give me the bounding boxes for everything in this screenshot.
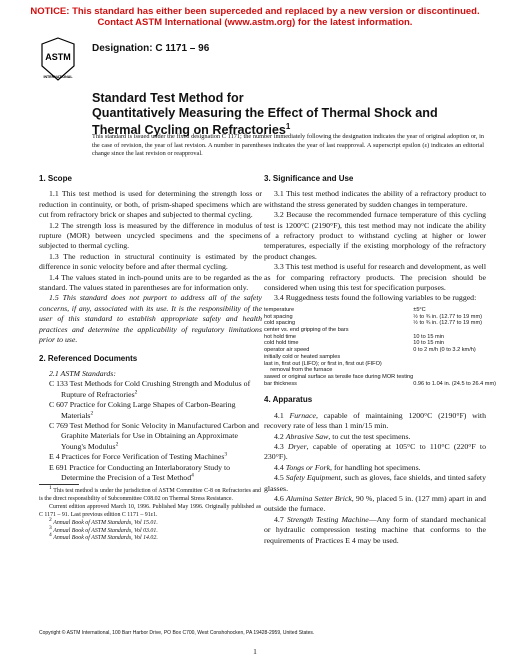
variable-value: [413, 374, 496, 381]
apparatus-item-number: 4.7: [274, 514, 284, 524]
page-number: 1: [253, 647, 257, 656]
notice-line-1: NOTICE: This standard has either been superceded and replaced by a new version or discontinued.: [30, 6, 480, 17]
footnote: [39, 516, 261, 528]
apparatus-item: [264, 442, 486, 463]
variable-name: operator air speed: [264, 347, 310, 354]
footnote-marker: 3: [49, 524, 52, 531]
variable-name: hot spacing: [264, 313, 293, 320]
apparatus-item-term: Abrasive Saw: [285, 431, 329, 441]
variable-value: 10 to 15 min: [413, 340, 445, 347]
variable-name: removal from the furnace: [264, 367, 333, 374]
variable-value: [413, 354, 496, 361]
apparatus-item-number: 4.2: [274, 431, 284, 441]
apparatus-item-text: , such as gloves, face shields, and tinted safety glasses.: [264, 473, 487, 493]
reference-c607: C 607 Practice for Coking Large Shapes of Carbon-Bearing Materials$^2$: [49, 400, 236, 420]
apparatus-list: [264, 411, 486, 546]
apparatus-item-text: —Any form of standard mechanical or hydraulic compression testing machine that conforms to the requirements of Practices E 4 may be used.: [264, 514, 487, 545]
variable-name: initially cold or heated samples: [264, 353, 341, 360]
footnote-text: Current edition approved March 10, 1996. Published May 1996. Originally published as C 1171 – 91. Last previous edition C 1171 – 91ε1.: [39, 503, 261, 518]
apparatus-item-number: 4.1: [274, 410, 284, 420]
variable-name: sawed or original surface as tensile face during MOR testing: [264, 373, 414, 380]
scope-1-2: 1.2 The strength loss is measured by the difference in modulus of rupture (MOR) between uncycled specimens and the specimens subjected to thermal cycling.: [39, 220, 262, 251]
variable-value: ½ to ¾ in. (12.77 to 19 mm): [413, 313, 482, 320]
apparatus-item-term: Alumina Setter Brick: [285, 493, 352, 503]
variable-row: [264, 367, 496, 374]
scope-1-3: 1.3 The reduction in structural continuity is estimated by the difference in sonic velocity before and after thermal cycling.: [39, 251, 262, 272]
significance-3-3: 3.3 This test method is useful for research and development, as well as for comparing refractory products. The precision should be considered when using this test for specification purposes.: [264, 262, 486, 293]
reference-e691: E 691 Practice for Conducting an Interlaboratory Study to Determine the Precision of a Test Method$^4$: [49, 462, 231, 482]
right-column: [264, 174, 496, 546]
apparatus-item-number: 4.3: [274, 441, 284, 451]
logo-subtext: INTERNATIONAL: [43, 75, 73, 79]
title-line-2: Quantitatively Measuring the Effect of Thermal Shock and: [92, 105, 438, 120]
apparatus-item-text: , capable of maintaining 1200°C (2190°F) with recovery rate of less than 1 min/15 min.: [264, 410, 486, 431]
variable-value: [413, 367, 496, 374]
apparatus-item-text: , capable of operating at 105°C to 110°C (220°F to 230°F).: [264, 441, 487, 462]
footnote-marker: 2: [49, 516, 52, 523]
variable-value: 10 to 15 min: [413, 333, 445, 340]
variable-row: [264, 361, 496, 368]
reference-c769: C 769 Test Method for Sonic Velocity in Manufactured Carbon and Graphite Materials for Use in Obtaining an Approximate Young's Modulus$^2$: [49, 420, 260, 451]
apparatus-item-term: Strength Testing Machine: [286, 514, 369, 524]
variable-row: [264, 307, 496, 314]
variable-value: 0.96 to 1.04 in. (24.5 to 26.4 mm): [413, 380, 496, 387]
apparatus-item-number: 4.5: [274, 473, 284, 483]
apparatus-item-text: , for handling hot specimens.: [330, 462, 421, 472]
variable-value: [413, 327, 496, 334]
copyright-line: Copyright © ASTM International, 100 Barr Harbor Drive, PO Box C700, West Conshohocken, PA 19428-2959, United States.: [39, 630, 315, 636]
footnote: [39, 485, 261, 504]
apparatus-heading: 4. Apparatus: [264, 395, 313, 405]
astm-logo: [38, 36, 78, 82]
variable-row: [264, 374, 496, 381]
apparatus-item-number: 4.6: [274, 493, 284, 503]
issuance-statement: This standard is issued under the fixed designation C 1171; the number immediately following the designation indicates the year of original adoption or, in the case of revision, the year of last revision. A number in parentheses indicates the year of last reapproval. A superscript epsilon (ε) indicates an editorial change since the last revision or reapproval.: [92, 133, 484, 158]
variable-name: temperature: [264, 306, 295, 313]
variable-value: 0 to 2 m/h (0 to 3.2 km/h): [413, 347, 476, 354]
significance-heading: 3. Significance and Use: [264, 174, 354, 183]
referenced-documents-heading: 2. Referenced Documents: [39, 353, 138, 363]
ruggedness-variables-table: [264, 307, 496, 387]
footnote-text: Annual Book of ASTM Standards, Vol 14.02.: [53, 535, 158, 542]
variable-value: ½ to ¾ in. (12.77 to 19 mm): [413, 320, 482, 327]
logo-wordmark: ASTM: [45, 52, 71, 62]
apparatus-item-number: 4.4: [274, 462, 284, 472]
variable-name: center vs. end gripping of the bars: [264, 326, 349, 333]
variable-name: cold hold time: [264, 340, 299, 347]
scope-1-5: 1.5 This standard does not purport to address all of the safety concerns, if any, associated with its use. It is the responsibility of the user of this standard to establish appropriate safety and health practices and determine the applicability of regulatory limitations prior to use.: [39, 293, 262, 345]
variable-row: [264, 354, 496, 361]
footnote-marker: 1: [49, 485, 52, 492]
scope-1-4: 1.4 The values stated in inch-pound units are to be regarded as the standard. The values stated in parentheses are for information only.: [39, 272, 262, 293]
apparatus-item: [264, 432, 486, 442]
variable-row: [264, 320, 496, 327]
document-title: [92, 91, 492, 138]
variable-row: [264, 327, 496, 334]
footnote-divider: [39, 484, 79, 485]
significance-3-2: 3.2 Because the recommended furnace temperature of this cycling test is 1200°C (2190°F), this test method may not indicate the ability of a refractory product to withstand cycling at higher or lower temperatures, especially if the existing morphology of the refractory product changes.: [264, 210, 486, 261]
variable-row: [264, 381, 496, 388]
supersession-notice: [0, 6, 510, 28]
apparatus-item-text: , to cut the test specimens.: [328, 431, 411, 441]
apparatus-item-term: Dryer: [288, 441, 307, 451]
reference-c133: C 133 Test Methods for Cold Crushing Strength and Modulus of Rupture of Refractories$^2$: [49, 379, 251, 399]
apparatus-item: [264, 494, 486, 515]
variable-name: last in, first out (LIFO); or first in, first out (FIFO): [264, 360, 382, 367]
apparatus-item: [264, 411, 486, 432]
footnote: [39, 532, 261, 543]
footnotes: [39, 485, 261, 543]
variable-row: [264, 340, 496, 347]
apparatus-item: [264, 473, 486, 494]
title-line-3: Thermal Cycling on Refractories$^1$: [92, 122, 291, 138]
footnote: [39, 504, 261, 520]
variable-value: ±5°C: [413, 306, 426, 313]
variable-name: cold spacing: [264, 320, 296, 327]
notice-line-2: Contact ASTM International (www.astm.org) for the latest information.: [97, 17, 413, 28]
footnote-marker: 4: [49, 532, 52, 539]
apparatus-item-term: Tongs or Fork: [285, 462, 331, 472]
apparatus-item: [264, 515, 486, 546]
apparatus-item-text: , 90 %, placed 5 in. (127 mm) apart in and outside the furnace.: [264, 493, 486, 514]
footnote-text: Annual Book of ASTM Standards, Vol 03.01.: [53, 527, 158, 534]
variable-row: [264, 334, 496, 341]
significance-3-4: 3.4 Ruggedness tests found the following variables to be rugged:: [274, 293, 477, 303]
apparatus-item-term: Safety Equipment: [285, 473, 341, 483]
title-line-1: Standard Test Method for: [92, 91, 244, 105]
apparatus-item-term: Furnace: [289, 410, 316, 420]
scope-heading: 1. Scope: [39, 174, 72, 183]
apparatus-item: [264, 463, 486, 473]
left-column: [39, 174, 262, 483]
significance-3-1: 3.1 This test method indicates the ability of a refractory product to withstand the stress generated by sudden changes in temperature.: [264, 189, 486, 209]
variable-value: [413, 361, 496, 368]
variable-row: [264, 347, 496, 354]
designation: Designation: C 1171 – 96: [92, 43, 210, 54]
variable-name: bar thickness: [264, 380, 297, 387]
variable-name: hot hold time: [264, 333, 297, 340]
scope-1-1: 1.1 This test method is used for determining the strength loss or reduction in continuity, or both, of prism-shaped specimens which are cut from refractory brick or shapes and subjected to thermal cycling.: [39, 189, 262, 220]
footnote-text: This test method is under the jurisdiction of ASTM Committee C-8 on Refractories and is the direct responsibility of Subcommittee C08.02 on Thermal Stress Resistance.: [39, 488, 261, 502]
astm-standards-subheading: 2.1 ASTM Standards:: [49, 368, 116, 378]
footnote-text: Annual Book of ASTM Standards, Vol 15.01.: [53, 519, 158, 526]
reference-e4: E 4 Practices for Force Verification of Testing Machines$^3$: [49, 451, 228, 462]
